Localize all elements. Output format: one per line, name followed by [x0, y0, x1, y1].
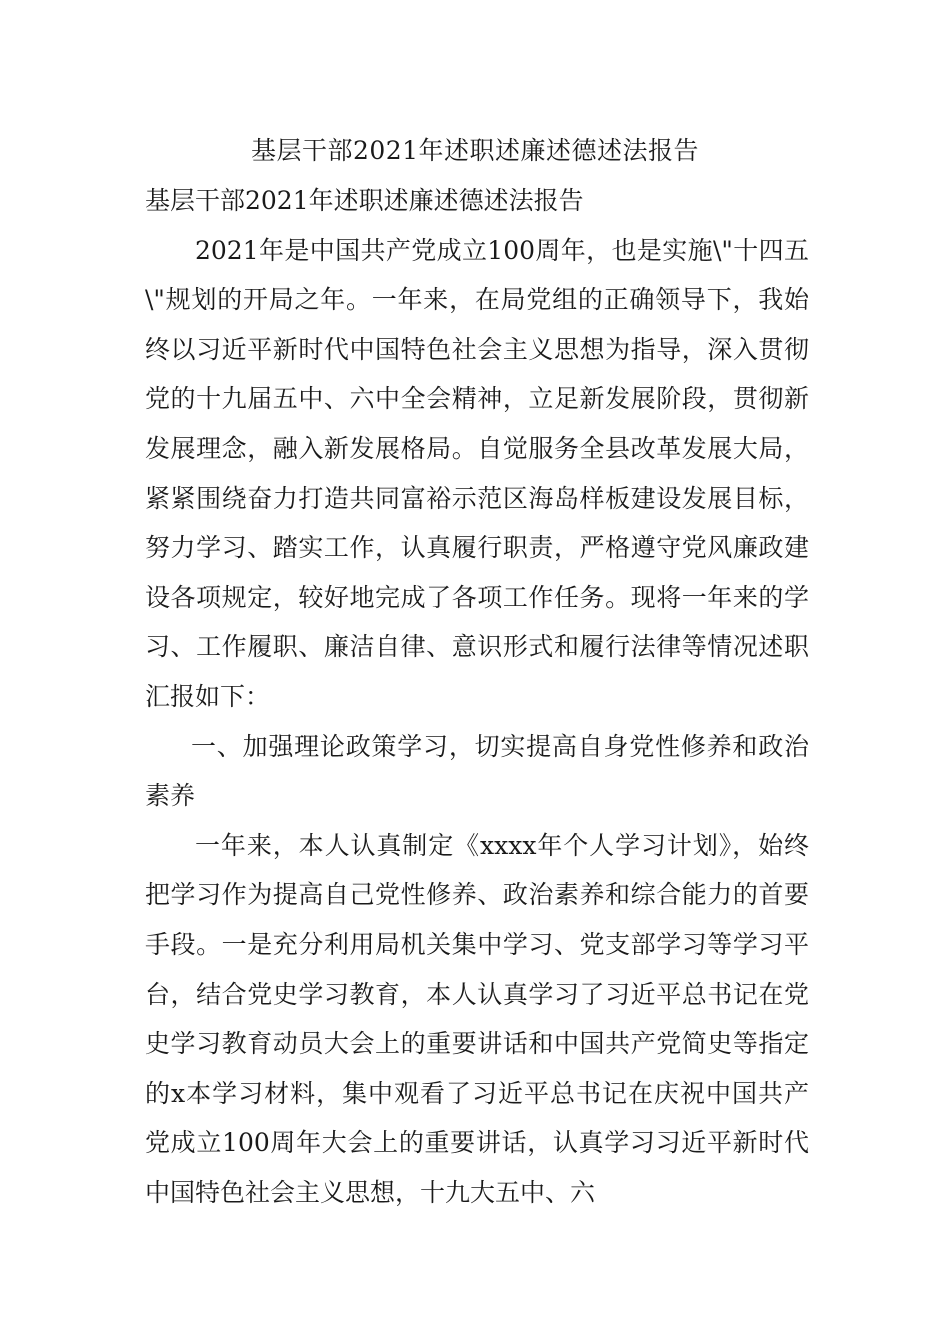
document-title: 基层干部2021年述职述廉述德述法报告 — [250, 136, 700, 165]
section-heading-1: 一、加强理论政策学习，切实提高自身党性修养和政治素养 — [145, 731, 809, 811]
document-subtitle: 基层干部2021年述职述廉述德述法报告 — [145, 186, 584, 215]
paragraph-intro: 2021年是中国共产党成立100周年，也是实施\"十四五\"规划的开局之年。一年来，在局党组的正确领导下，我始终以习近平新时代中国特色社会主义思想为指导，深入贯彻党的十九届五中、六中全会精神，立足新发展阶段，贯彻新发展理念，融入新发展格局。自觉服务全县改革发展大局，紧紧围绕奋力打造共同富裕示范区海岛样板建设发展目标，努力学习、踏实工作，认真履行职责，严格遵守党风廉政建设各项规定，较好地完成了各项工作任务。现将一年来的学习、工作履职、廉洁自律、意识形式和履行法律等情况述职汇报如下： — [145, 235, 809, 711]
document-body — [145, 176, 809, 1217]
paragraph-study: 一年来，本人认真制定《xxxx年个人学习计划》，始终把学习作为提高自己党性修养、政治素养和综合能力的首要手段。一是充分利用局机关集中学习、党支部学习等学习平台，结合党史学习教育，本人认真学习了习近平总书记在党史学习教育动员大会上的重要讲话和中国共产党简史等指定的x本学习材料，集中观看了习近平总书记在庆祝中国共产党成立100周年大会上的重要讲话，认真学习习近平新时代中国特色社会主义思想，十九大五中、六 — [145, 830, 809, 1207]
